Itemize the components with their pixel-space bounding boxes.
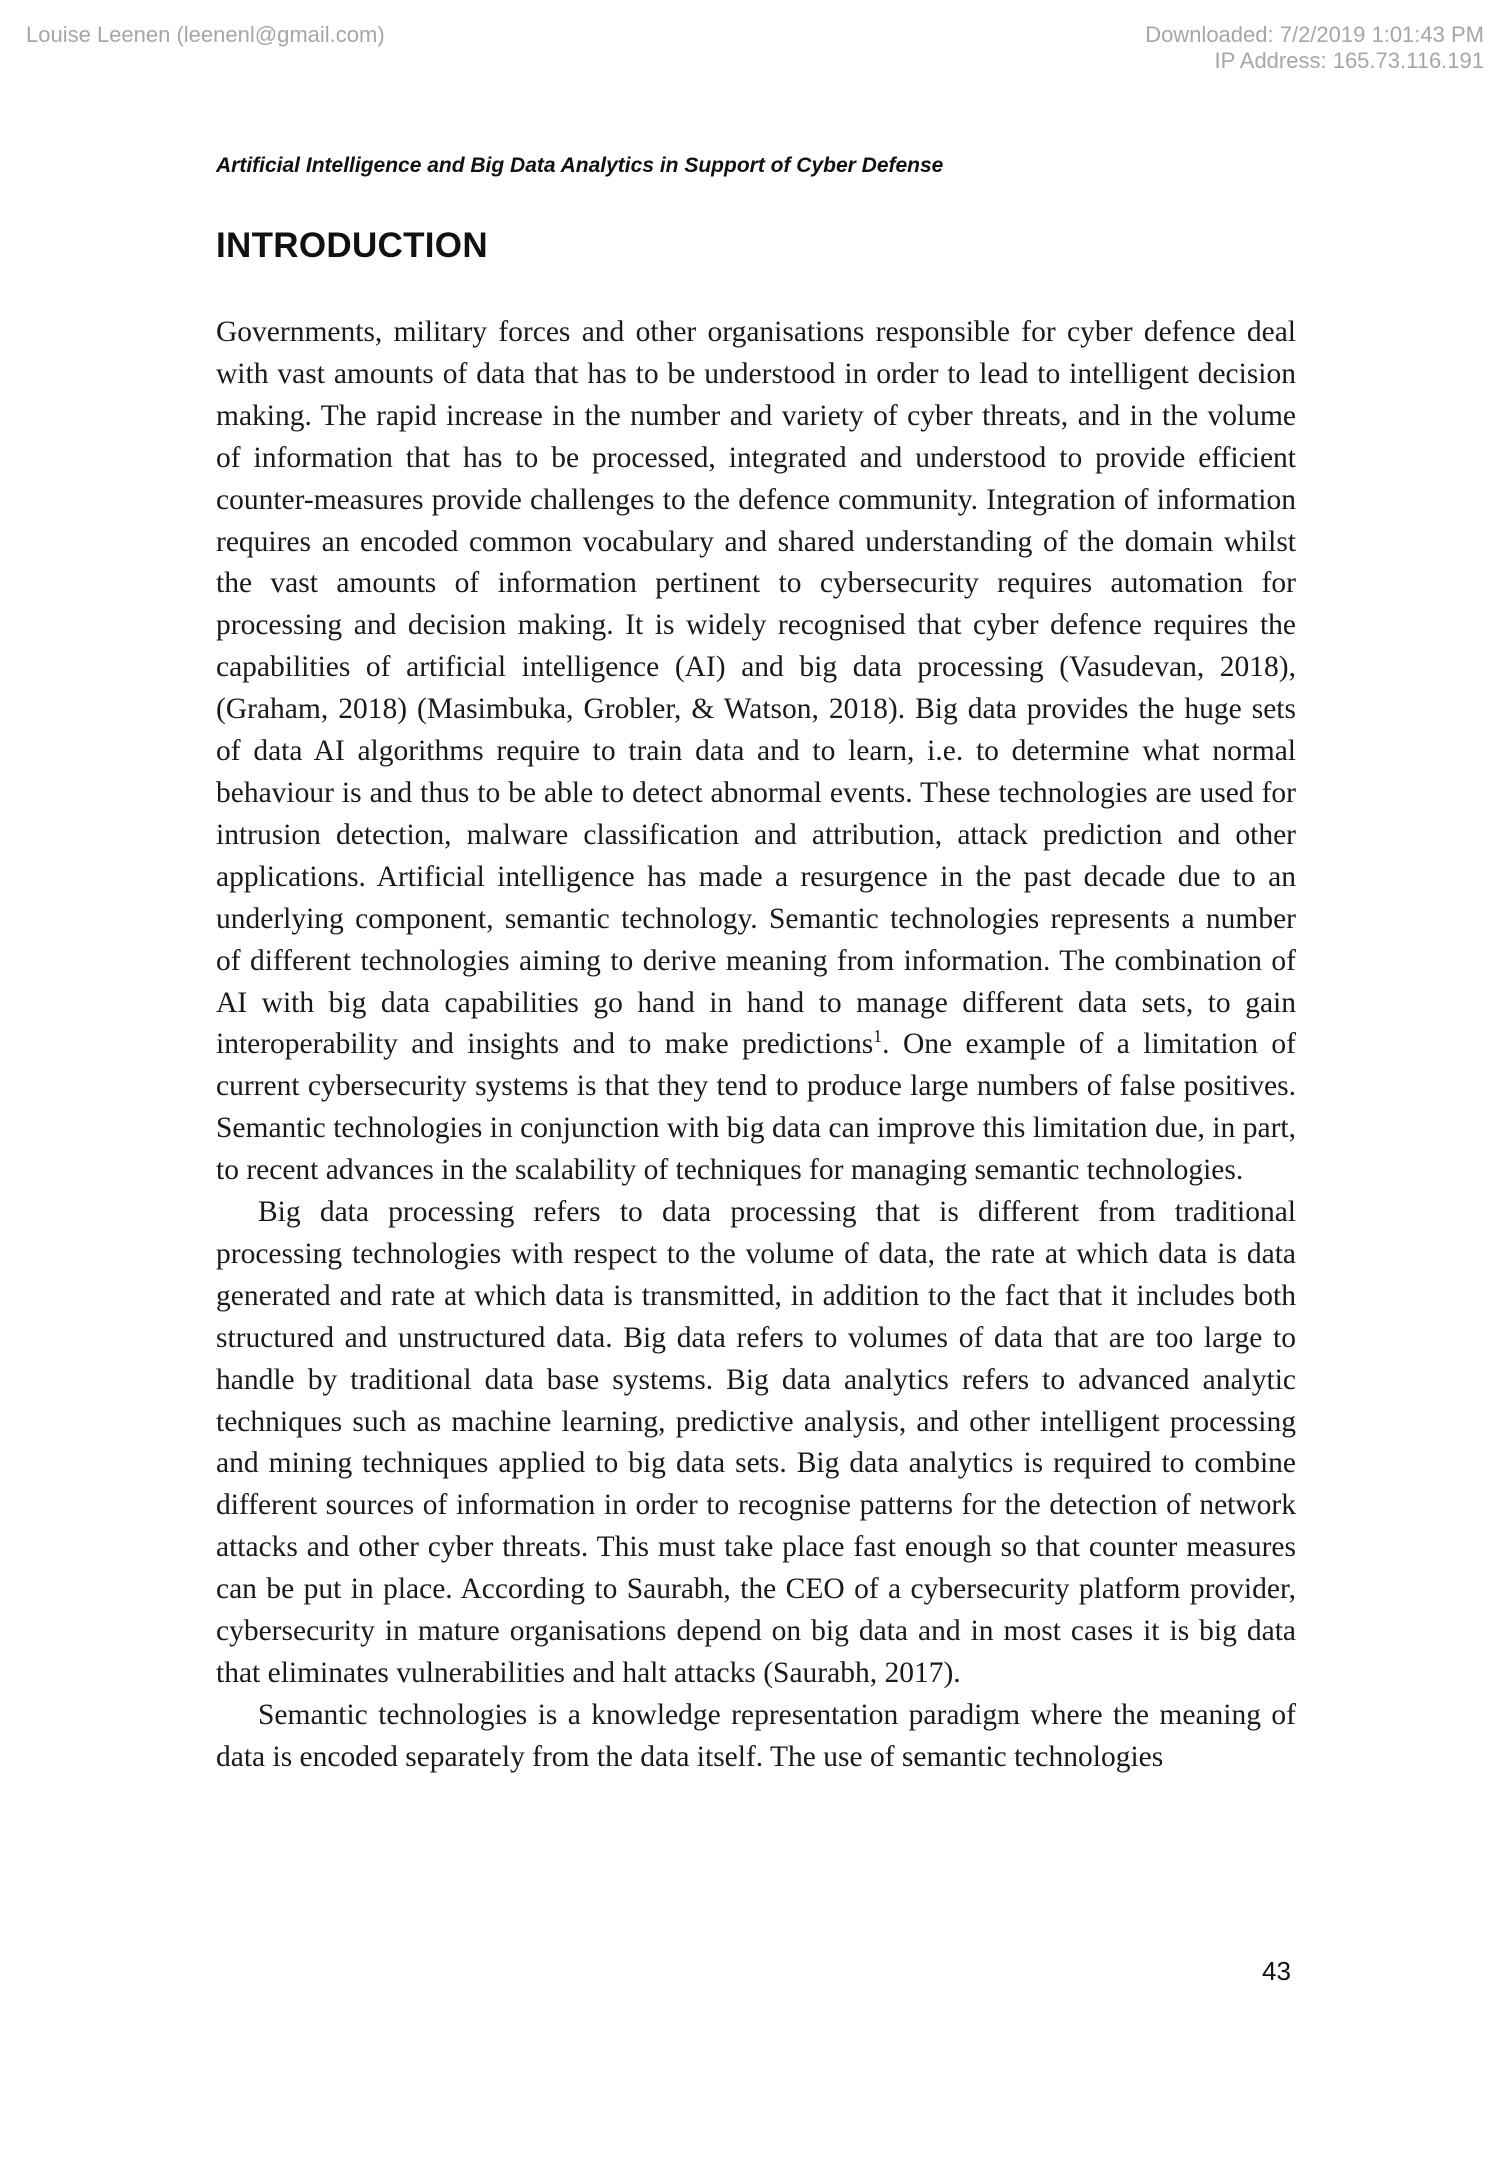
watermark-ip-address: IP Address: 165.73.116.191: [1214, 48, 1484, 73]
paragraph-1-text-a: Governments, military forces and other organisations responsible for cyber defence deal with vast amounts of data that has to be understood in order to lead to intelligent decision making. The rapid increase in the number and variety of cyber threats, and in the volume of information that has to be processed, integrated and understood to provide efficient counter-measures provide challenges to the defence community. Integration of information requires an encoded common vocabulary and shared understanding of the domain whilst the vast amounts of information pertinent to cybersecurity requires automation for processing and decision making. It is widely recognised that cyber defence requires the capabilities of artificial intelligence (AI) and big data processing (Vasudevan, 2018), (Graham, 2018) (Masimbuka, Grobler, & Watson, 2018). Big data provides the huge sets of data AI algorithms require to train data and to learn, i.e. to determine what normal behaviour is and thus to be able to detect abnormal events. These technologies are used for intrusion detection, malware classification and attribution, attack prediction and other applications. Artificial intelligence has made a resurgence in the past decade due to an underlying component, semantic technology. Semantic technologies represents a number of different technologies aiming to derive meaning from information. The combination of AI with big data capabilities go hand in hand to manage different data sets, to gain interoperability and insights and to make predictions: [216, 316, 1296, 1061]
running-header: Artificial Intelligence and Big Data Analytics in Support of Cyber Defense: [216, 154, 944, 177]
paragraph-1-text-b: . One example of a limitation of current cybersecurity systems is that they tend to produce large numbers of false positives. Semantic technologies in conjunction with big data can improve this limitation due, in part, to recent advances in the scalability of techniques for managing semantic technologies.: [216, 1028, 1296, 1187]
watermark-download-info: [1145, 22, 1484, 74]
paragraph-1: [216, 312, 1296, 1192]
watermark-downloaded: Downloaded: 7/2/2019 1:01:43 PM: [1145, 22, 1484, 47]
footnote-marker: 1: [873, 1026, 883, 1047]
page-number: 43: [1262, 1956, 1291, 1986]
paragraph-2: Big data processing refers to data processing that is different from traditional processing technologies with respect to the volume of data, the rate at which data is data generated and rate at which data is transmitted, in addition to the fact that it includes both structured and unstructured data. Big data refers to volumes of data that are too large to handle by traditional data base systems. Big data analytics refers to advanced analytic techniques such as machine learning, predictive analysis, and other intelligent processing and mining techniques applied to big data sets. Big data analytics is required to combine different sources of information in order to recognise patterns for the detection of network attacks and other cyber threats. This must take place fast enough so that counter measures can be put in place. According to Saurabh, the CEO of a cybersecurity platform provider, cybersecurity in mature organisations depend on big data and in most cases it is big data that eliminates vulnerabilities and halt attacks (Saurabh, 2017).: [216, 1196, 1296, 1689]
section-heading: INTRODUCTION: [216, 226, 488, 265]
watermark-user: Louise Leenen (leenenl@gmail.com): [26, 22, 385, 47]
paragraph-3: Semantic technologies is a knowledge representation paradigm where the meaning of data is encoded separately from the data itself. The use of semantic technologies: [216, 1698, 1296, 1773]
body-text: [216, 312, 1296, 1779]
